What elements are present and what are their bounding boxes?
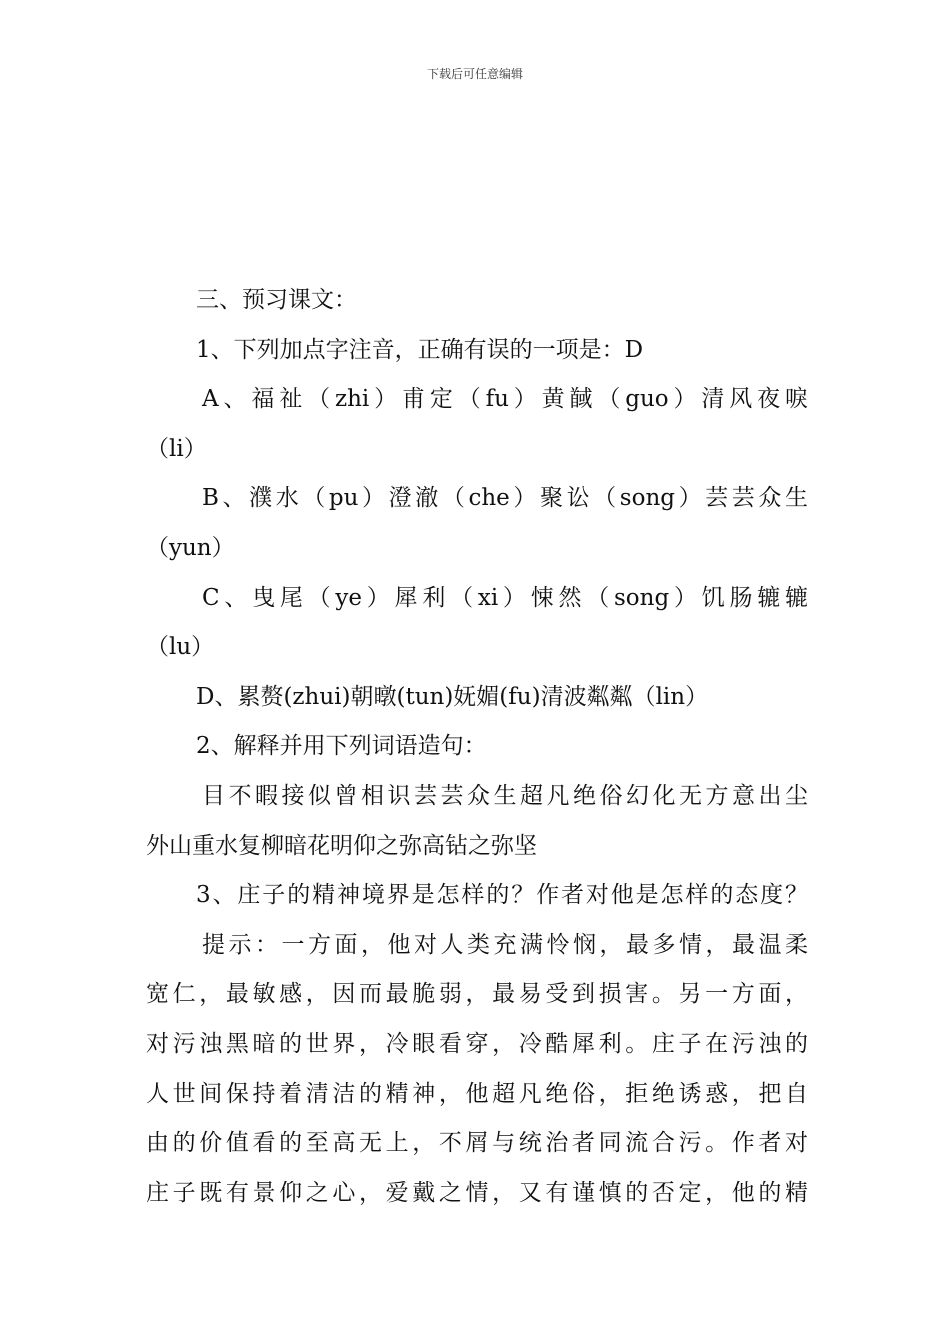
option-b-line-1: B、濮水（pu）澄澈（che）聚讼（song）芸芸众生 [202,485,808,512]
hint-line-4: 人世间保持着清洁的精神，他超凡绝俗，拒绝诱惑，把自 [146,1080,808,1107]
hint-line-2: 宽仁，最敏感，因而最脆弱，最易受到损害。另一方面， [146,981,808,1008]
hint-line-3: 对污浊黑暗的世界，冷眼看穿，冷酷犀利。庄子在污浊的 [146,1030,808,1057]
hint-line-1: 提示：一方面，他对人类充满怜悯，最多情，最温柔 [202,931,808,958]
document-body [146,276,808,1218]
section-title: 三、预习课文： [196,287,357,313]
hint-line-5: 由的价值看的至高无上，不屑与统治者同流合污。作者对 [146,1130,808,1157]
option-c-line-1: C、曳尾（ye）犀利（xi）悚然（song）饥肠辘辘 [202,584,808,611]
hint-line-6: 庄子既有景仰之心，爱戴之情，又有谨慎的否定，他的精 [146,1179,808,1206]
word-list-line-1: 目不暇接似曾相识芸芸众生超凡绝俗幻化无方意出尘 [202,782,808,809]
question-1-stem: 1、下列加点字注音，正确有误的一项是：D [196,336,644,363]
option-a-line-2: （li） [146,435,207,462]
option-a-line-1: A、福祉（zhi）甫定（fu）黄馘（guo）清风夜唳 [202,386,808,413]
option-d-line: D、累赘(zhui)朝暾(tun)妩媚(fu)清波粼粼（lin） [196,683,709,710]
question-3-stem: 3、庄子的精神境界是怎样的？作者对他是怎样的态度？ [196,882,808,909]
option-b-line-2: （yun） [146,534,235,561]
option-c-line-2: （lu） [146,634,215,661]
question-2-stem: 2、解释并用下列词语造句： [196,733,487,760]
page-header: 下载后可任意编辑 [426,67,523,81]
word-list-line-2: 外山重水复柳暗花明仰之弥高钻之弥坚 [146,832,537,859]
